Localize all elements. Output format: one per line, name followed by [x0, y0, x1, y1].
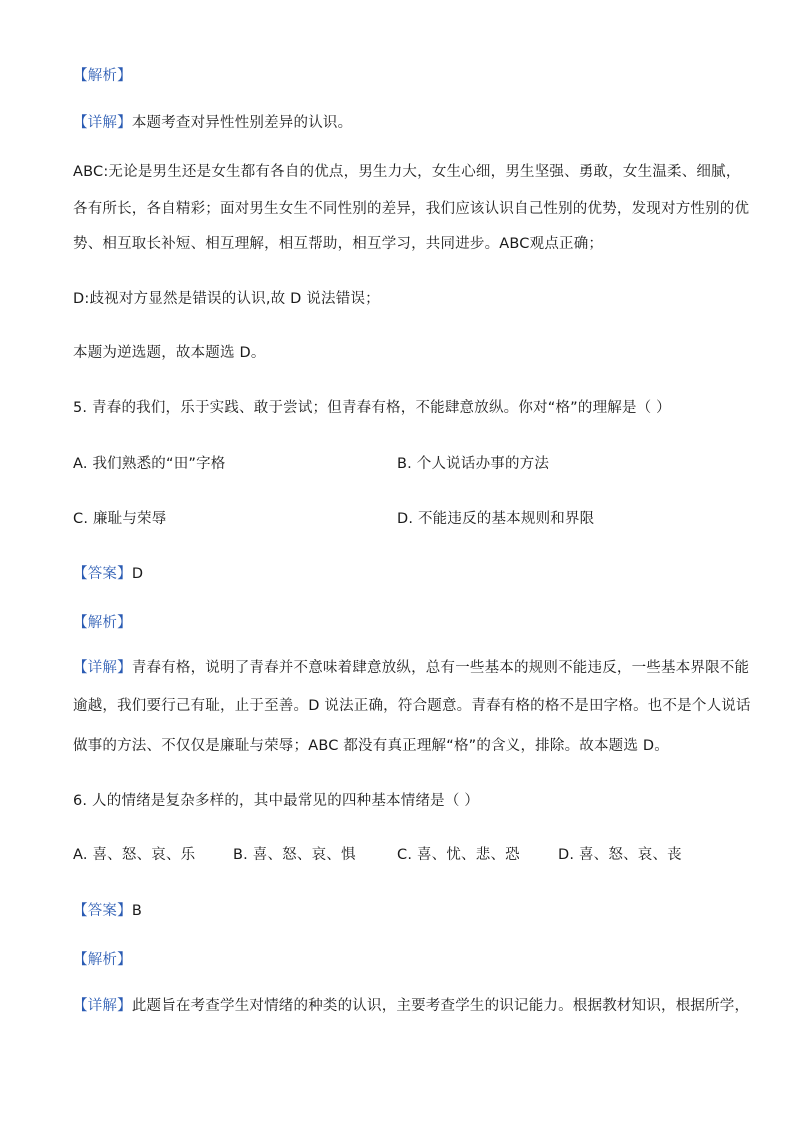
q4-para2: D:歧视对方显然是错误的认识,故 D 说法错误； — [73, 291, 380, 307]
q5-answer-line — [73, 564, 143, 584]
q6-analysis-tag: 【解析】 — [73, 952, 132, 968]
q4-analysis-tag: 【解析】 — [73, 68, 132, 84]
q5-option-d: D. 不能违反的基本规则和界限 — [397, 511, 595, 527]
q6-option-c: C. 喜、忧、悲、恐 — [397, 847, 520, 863]
q6-answer-tag: 【答案】 — [73, 903, 132, 919]
q5-detail-line3: 做事的方法、不仅仅是廉耻与荣辱；ABC 都没有真正理解“格”的含义，排除。故本题选 D。 — [73, 738, 669, 754]
q4-detail-tag: 【详解】 — [73, 115, 132, 131]
q6-option-a: A. 喜、怒、哀、乐 — [73, 847, 196, 863]
q5-answer: D — [131, 566, 144, 582]
q6-option-b: B. 喜、怒、哀、惧 — [233, 847, 356, 863]
q6-stem: 6. 人的情绪是复杂多样的，其中最常见的四种基本情绪是（ ） — [73, 793, 480, 809]
q5-detail-line2: 逾越，我们要行己有耻，止于至善。D 说法正确，符合题意。青春有格的格不是田字格。也不是个人说话 — [73, 698, 751, 714]
q4-para3: 本题为逆选题，故本题选 D。 — [73, 345, 266, 361]
q5-detail-tag: 【详解】 — [73, 660, 132, 676]
q6-detail-tag: 【详解】 — [73, 998, 132, 1014]
q5-stem: 5. 青春的我们，乐于实践、敢于尝试；但青春有格，不能肆意放纵。你对“格”的理解是（ ） — [73, 400, 671, 416]
q4-detail-line — [73, 113, 352, 133]
q6-detail-text1: 此题旨在考查学生对情绪的种类的认识，主要考查学生的识记能力。根据教材知识，根据所学， — [131, 998, 750, 1014]
q5-detail-text1: 青春有格，说明了青春并不意味着肆意放纵，总有一些基本的规则不能违反，一些基本界限不能 — [131, 660, 750, 676]
q5-analysis-tag: 【解析】 — [73, 615, 132, 631]
q5-option-a: A. 我们熟悉的“田”字格 — [73, 456, 226, 472]
q6-answer: B — [131, 903, 142, 919]
q5-option-b: B. 个人说话办事的方法 — [397, 456, 550, 472]
q4-para1-line1: ABC:无论是男生还是女生都有各自的优点，男生力大，女生心细，男生坚强、勇敢，女生温柔、细腻， — [73, 164, 741, 180]
q5-answer-tag: 【答案】 — [73, 566, 132, 582]
q5-option-c: C. 廉耻与荣辱 — [73, 511, 167, 527]
q5-detail-line1 — [73, 658, 749, 678]
q4-detail-intro: 本题考查对异性性别差异的认识。 — [131, 115, 353, 131]
q6-answer-line — [73, 901, 142, 921]
q4-para1-line2: 各有所长，各自精彩；面对男生女生不同性别的差异，我们应该认识自己性别的优势，发现对方性别的优 — [73, 201, 750, 217]
q6-option-d: D. 喜、怒、哀、丧 — [558, 847, 682, 863]
q6-detail-line1 — [73, 996, 749, 1016]
q4-para1-line3: 势、相互取长补短、相互理解，相互帮助，相互学习，共同进步。ABC观点正确； — [73, 236, 604, 252]
